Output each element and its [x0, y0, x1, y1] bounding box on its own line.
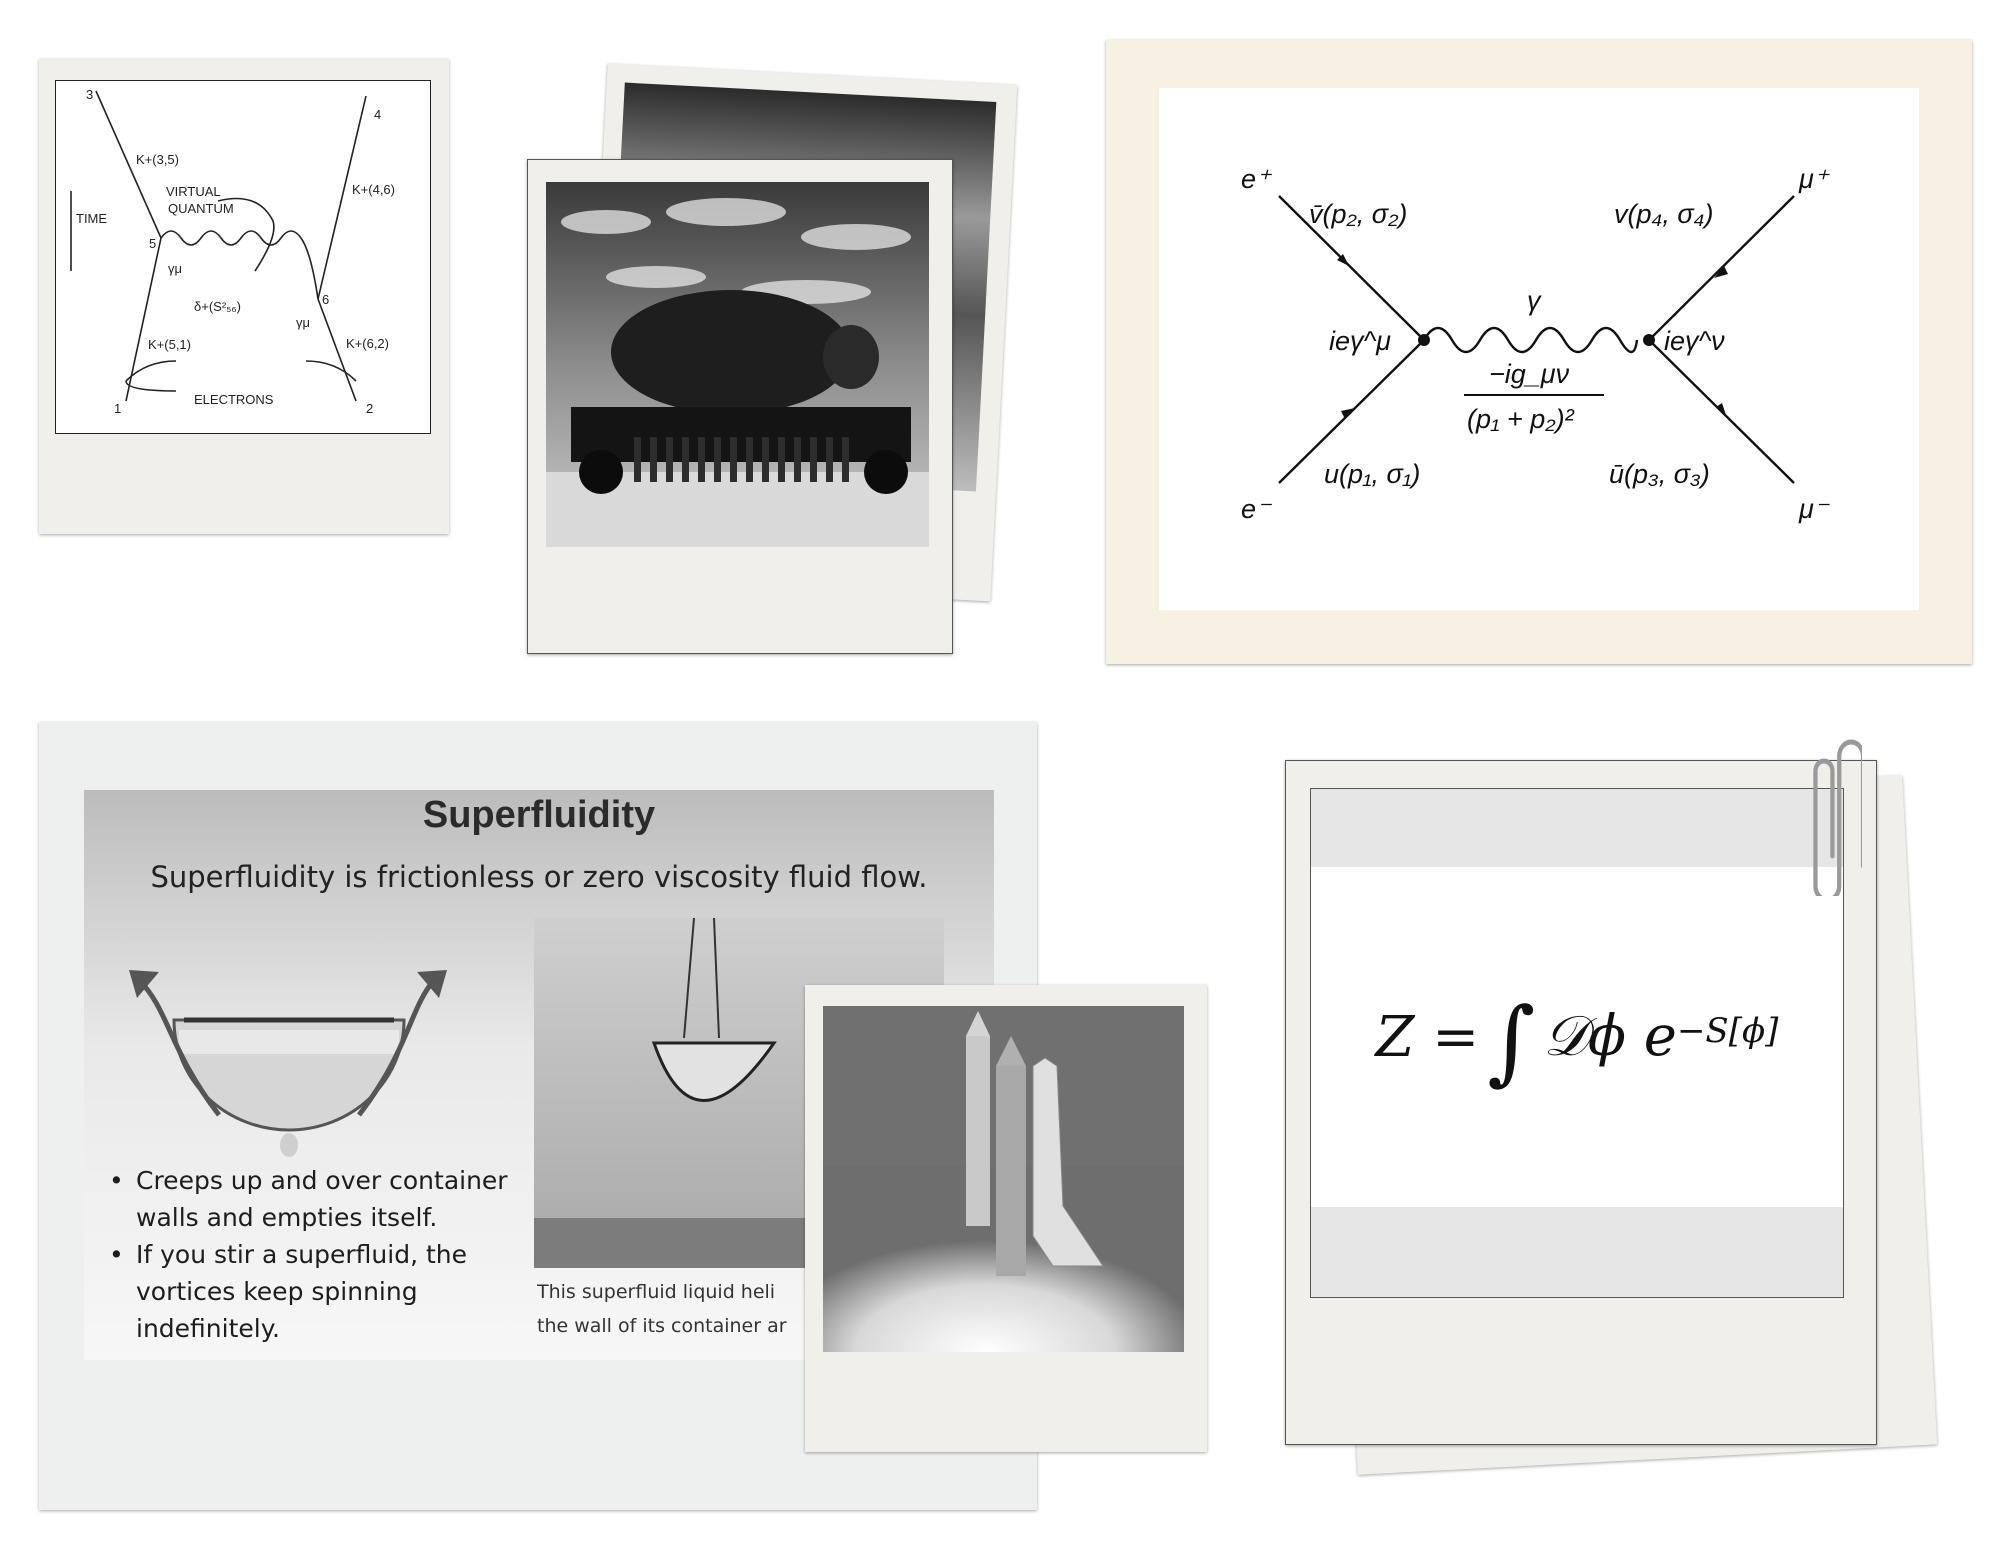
vertex-factor-left: ieγ^μ	[1329, 326, 1391, 356]
slide-subtitle: Superfluidity is frictionless or zero viscosity fluid flow.	[150, 860, 928, 894]
electrons-label: ELECTRONS	[194, 392, 274, 407]
propagator-4-6: K+(4,6)	[352, 182, 395, 197]
formula-exponent: −S[ϕ]	[1676, 1011, 1779, 1051]
qed-diagram	[1159, 88, 1919, 610]
propagator-6-2: K+(6,2)	[346, 336, 389, 351]
vertex-label-5: 5	[149, 236, 157, 251]
v-spinor: v(p₄, σ₄)	[1614, 199, 1714, 229]
feynman-sketch-svg	[56, 81, 430, 433]
virtual-quantum-line2: QUANTUM	[168, 201, 234, 216]
integral-sign: ∫	[1487, 987, 1536, 1095]
gamma-mu-left: γμ	[168, 261, 182, 276]
mu-minus-label: μ⁻	[1799, 494, 1829, 524]
qed-diagram-card	[1106, 40, 1972, 664]
mu-plus-label: μ⁺	[1799, 164, 1829, 194]
time-label: TIME	[76, 211, 108, 226]
bullet-item-vortices: • If you stir a superfluid, the vortices keep spinning indefinitely.	[109, 1236, 509, 1347]
caption-line-1: This superfluid liquid heli	[537, 1281, 776, 1303]
propagator-5-1: K+(5,1)	[148, 337, 191, 352]
e-minus-label: e⁻	[1241, 494, 1271, 524]
caption-line-2: the wall of its container ar	[537, 1315, 787, 1337]
vertex-label-4: 4	[374, 107, 382, 122]
vertex-factor-right: ieγ^ν	[1664, 326, 1725, 356]
path-integral-card	[1285, 760, 1877, 1445]
shuttle-photo-svg	[823, 1006, 1184, 1352]
path-integral-formula	[1311, 867, 1843, 1207]
e-plus-label: e⁺	[1241, 164, 1271, 194]
propagator-numerator: −ig_μν	[1489, 359, 1570, 389]
qed-diagram-svg	[1159, 88, 1919, 610]
helium-caption	[537, 1275, 827, 1343]
path-integral-frame	[1310, 788, 1844, 1298]
bullet-item-creeps: • Creeps up and over container walls and empties itself.	[109, 1162, 509, 1236]
transport-photo	[546, 182, 929, 547]
superfluid-bowl-illustration	[129, 950, 449, 1160]
gamma-mu-right: γμ	[296, 315, 310, 330]
slide-title: Superfluidity	[422, 794, 656, 836]
v-bar-spinor: v̄(p₂, σ₂)	[1309, 199, 1408, 229]
propagator-3-5: K+(3,5)	[136, 152, 179, 167]
path-integral-panel	[1311, 867, 1843, 1207]
propagator-denominator: (p₁ + p₂)²	[1467, 404, 1574, 434]
feynman-sketch-image	[55, 80, 431, 434]
vertex-label-2: 2	[366, 401, 374, 416]
photo-card-front	[527, 159, 953, 654]
superfluid-bullet-list	[109, 1162, 509, 1347]
u-spinor: u(p₁, σ₁)	[1324, 459, 1421, 489]
transport-photo-svg	[546, 182, 929, 547]
vertex-label-6: 6	[322, 292, 330, 307]
photon-gamma-label: γ	[1527, 286, 1541, 316]
formula-measure: 𝒟ϕ e	[1543, 1004, 1677, 1069]
shuttle-photo	[823, 1006, 1184, 1352]
vertex-label-3: 3	[86, 87, 94, 102]
u-bar-spinor: ū(p₃, σ₃)	[1609, 459, 1710, 489]
formula-lhs: Z =	[1375, 1004, 1480, 1070]
photon-propagator-label: δ+(S²₅₆)	[194, 299, 241, 314]
feynman-sketch-card	[39, 59, 449, 534]
shuttle-card	[805, 985, 1207, 1452]
paperclip-icon	[1812, 726, 1862, 896]
vertex-label-1: 1	[114, 401, 122, 416]
virtual-quantum-line1: VIRTUAL	[166, 184, 221, 199]
